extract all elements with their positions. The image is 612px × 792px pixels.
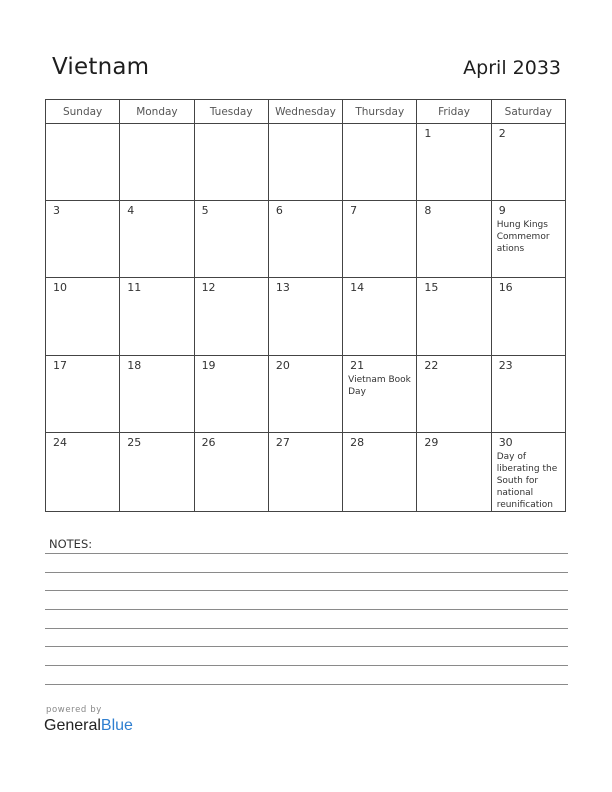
day-cell [491, 432, 565, 511]
note-line [45, 646, 568, 647]
day-number [343, 124, 416, 127]
day-number: 9 [498, 204, 506, 218]
day-number: 29 [424, 435, 439, 449]
day-number: 25 [127, 435, 142, 449]
day-number: 27 [275, 435, 290, 449]
logo-blue: Blue [100, 717, 133, 734]
day-number: 1 [424, 127, 432, 140]
day-number [195, 124, 268, 127]
day-cell [46, 201, 120, 278]
day-number: 17 [53, 358, 67, 372]
day-number: 2 [498, 127, 506, 140]
day-cell [194, 432, 268, 511]
day-number: 7 [350, 204, 358, 218]
day-cell [194, 355, 268, 432]
month-year-title: April 2033 [463, 57, 561, 79]
weekday-thursday: Thursday [343, 100, 417, 124]
day-cell [343, 278, 417, 355]
day-number: 10 [53, 281, 67, 295]
day-number: 14 [350, 281, 365, 295]
day-number: 13 [275, 281, 290, 295]
notes-label: NOTES: [49, 537, 93, 551]
day-cell [343, 355, 417, 432]
holiday-label: Hung Kings Commemor ations [496, 220, 550, 255]
country-title: Vietnam [52, 54, 150, 80]
day-cell [491, 355, 565, 432]
holiday-label: Vietnam Book Day [348, 374, 411, 397]
weekday-sunday: Sunday [46, 100, 120, 124]
week-row [46, 355, 566, 432]
note-line [45, 553, 568, 554]
week-row [46, 201, 566, 278]
day-number: 20 [275, 358, 290, 372]
generalblue-logo [44, 717, 133, 735]
day-number [269, 124, 342, 127]
logo-general: General [44, 717, 101, 734]
day-number: 4 [127, 204, 135, 218]
week-row [46, 432, 566, 511]
day-number: 3 [53, 204, 60, 218]
day-number: 23 [498, 358, 513, 372]
day-number: 26 [201, 435, 216, 449]
note-line [45, 572, 568, 573]
note-line [45, 590, 568, 591]
day-cell [417, 278, 491, 355]
weekday-tuesday: Tuesday [194, 100, 268, 124]
day-cell [343, 432, 417, 511]
day-cell [417, 355, 491, 432]
day-cell [46, 432, 120, 511]
day-cell [268, 432, 342, 511]
note-line [45, 628, 568, 629]
day-cell [343, 124, 417, 201]
day-number: 16 [498, 281, 513, 295]
powered-by-text: powered by [46, 705, 102, 715]
day-number: 11 [127, 281, 142, 295]
day-number [120, 124, 193, 127]
day-number: 12 [201, 281, 216, 295]
day-cell [343, 201, 417, 278]
day-number: 19 [201, 358, 216, 372]
day-number: 5 [201, 204, 209, 218]
calendar-grid [45, 99, 566, 512]
day-cell [120, 432, 194, 511]
day-cell [46, 278, 120, 355]
day-cell [268, 355, 342, 432]
day-cell [268, 278, 342, 355]
day-cell [491, 124, 565, 201]
day-number: 8 [424, 204, 432, 218]
weekday-wednesday: Wednesday [268, 100, 342, 124]
weekday-monday: Monday [120, 100, 194, 124]
day-cell [491, 278, 565, 355]
day-cell [120, 355, 194, 432]
week-row [46, 278, 566, 355]
note-line [45, 665, 568, 666]
day-cell [268, 124, 342, 201]
day-number: 30 [498, 435, 513, 449]
day-number: 15 [424, 281, 439, 295]
weekday-friday: Friday [417, 100, 491, 124]
week-row [46, 124, 566, 201]
day-number: 6 [275, 204, 283, 218]
day-number: 22 [424, 358, 439, 372]
day-cell [120, 201, 194, 278]
note-line [45, 609, 568, 610]
note-line [45, 684, 568, 685]
day-number [46, 124, 119, 127]
day-cell [194, 124, 268, 201]
day-cell [417, 432, 491, 511]
day-cell [491, 201, 565, 278]
day-number: 24 [53, 435, 67, 449]
day-number: 28 [350, 435, 365, 449]
day-cell [46, 355, 120, 432]
day-cell [417, 124, 491, 201]
holiday-label: Day of liberating the South for national reunification [496, 451, 558, 510]
weekday-header-row [46, 100, 566, 124]
day-cell [417, 201, 491, 278]
day-cell [194, 278, 268, 355]
day-cell [120, 124, 194, 201]
day-cell [120, 278, 194, 355]
day-cell [46, 124, 120, 201]
day-cell [268, 201, 342, 278]
day-cell [194, 201, 268, 278]
day-number: 18 [127, 358, 142, 372]
weekday-saturday: Saturday [491, 100, 565, 124]
day-number: 21 [350, 358, 365, 372]
